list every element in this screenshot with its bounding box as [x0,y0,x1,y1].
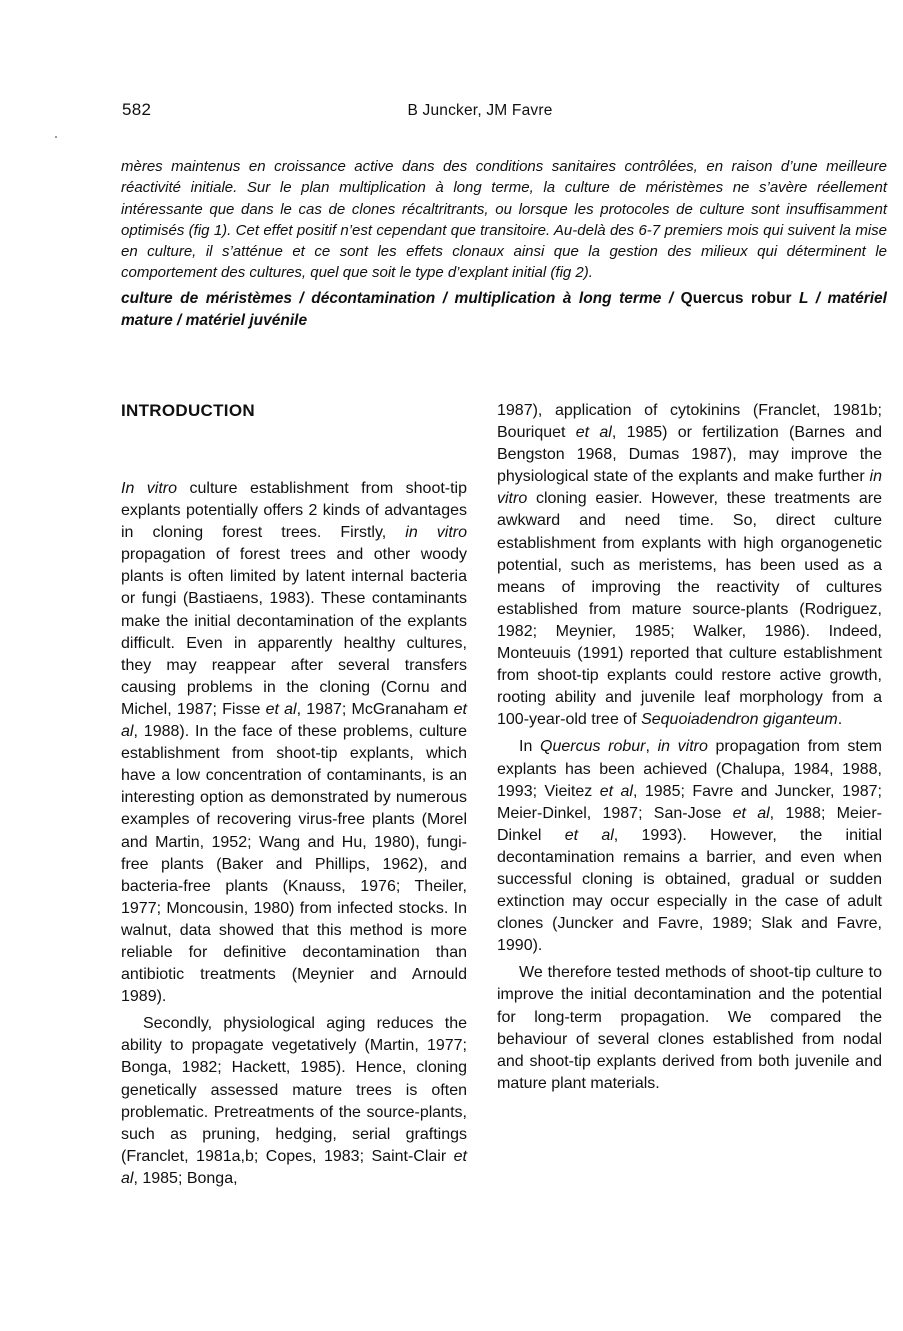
text-run: L / matériel mature / matériel juvénile [121,290,887,329]
text-run: mères maintenus en croissance active dans des conditions sanitaires contrôlées, en raison d’une meilleure réactivité initiale. Sur le plan multiplication à long terme, la culture de méristèmes ne s’avère réellement intéressante que dans le cas de clones récaltritrants, ou lorsque les protocoles de culture sont insuffisamment optimisés (fig 1). Cet effet positif n’est cependant que transitoire. Au-delà des 6-7 premiers mois qui suivent la mise en culture, il s’atténue et ce sont les effets clonaux ainsi que la gestion des milieux qui déterminent le comportement des cultures, quel que soit le type d’explant initial (fig 2). [121,158,887,282]
text-run: , 1987; McGranaham [296,700,454,718]
text-run: Quercus robur [540,738,646,756]
page-number: 582 [122,100,152,119]
keywords-line [121,288,887,331]
abstract-french-continuation [121,156,887,284]
text-run: in vitro [405,524,468,542]
text-run: , 1985; Bonga, [133,1169,238,1187]
text-run: In [519,738,540,756]
scan-artifact-dot [55,136,57,138]
text-run: propagation from stem explants has been achieved (Chalupa, 1984, 1988, 1993; Vieitez [497,738,883,800]
text-run: et al [121,700,467,741]
intro-paragraph-1 [121,478,467,1008]
text-run: , 1985; Favre and Juncker, 1987; Meier-Dinkel, 1987; San-Jose [497,782,882,822]
intro-paragraph-3 [497,736,882,957]
intro-paragraph-2-continuation [497,400,882,731]
text-run: et al [121,1147,467,1187]
text-run: , 1988). In the face of these problems, culture establishment from shoot-tip explants, which have a low concentration of contaminants, is an interesting option as demonstrated by numerous examples of recovering virus-free plants (Morel and Martin, 1952; Wang and Hu, 1980), fungi-free plants (Baker and Phillips, 1962), and bacteria-free plants (Knauss, 1976; Theiler, 1977; Moncousin, 1980) from infected stocks. In walnut, data showed that this method is more reliable for definitive decontamination than antibiotic treatments (Meynier and Arnould 1989). [121,723,467,1006]
text-run: et al [564,826,614,844]
text-run: 1987), application of cytokinins (Franclet, 1981b; Bouriquet [497,402,882,442]
text-run: , 1985) or fertilization (Barnes and Bengston 1968, Dumas 1987), may improve the physiological state of the explants and make further [497,424,882,486]
text-run: Sequoiadendron giganteum [641,711,838,729]
intro-paragraph-4 [497,962,882,1095]
text-run: in vitro [497,468,882,508]
text-run: We therefore tested methods of shoot-tip culture to improve the initial decontamination and the potential for long-term propagation. We compared the behaviour of several clones established from nodal and shoot-tip explants derived from both juvenile and mature plant materials. [497,964,882,1092]
left-column [121,400,467,1195]
text-run: Secondly, physiological aging reduces the ability to propagate vegetatively (Martin, 1977; Bonga, 1982; Hackett, 1985). Hence, cloning genetically assessed mature trees is often problematic. Pretreatments of the source-plants, such as pruning, hedging, serial graftings (Franclet, 1981a,b; Copes, 1983; Saint-Clair [121,1015,467,1165]
text-run: In vitro [121,480,178,497]
two-column-body [121,400,882,1195]
text-run: et al [575,424,612,442]
text-run: propagation of forest trees and other woody plants is often limited by latent internal bacteria or fungi (Bastiaens, 1983). These contaminants make the initial decontamination of the explants difficult. Even in apparently healthy cultures, they may reappear after several transfers causing problems in the cloning (Cornu and Michel, 1987; Fisse [121,546,467,718]
intro-paragraph-2 [121,1013,467,1190]
text-run: culture establishment from shoot-tip explants potentially offers 2 kinds of advantages in cloning forest trees. Firstly, [121,480,468,542]
text-run: , 1993). However, the initial decontamination remains a barrier, and even when successful cloning is obtained, gradual or sudden extinction may occur especially in the case of adult clones (Juncker and Favre, 1989; Slak and Favre, 1990). [497,826,883,955]
section-heading-introduction: INTRODUCTION [121,401,255,420]
right-column [497,400,882,1195]
text-run: , [645,738,658,756]
running-head-authors: B Juncker, JM Favre [407,102,553,119]
text-run: et al [265,700,297,718]
text-run: et al [732,804,770,822]
text-run: . [837,711,843,729]
text-run: , 1988; Meier-Dinkel [497,804,882,844]
text-run: et al [599,782,633,800]
text-run: in vitro [657,738,708,756]
text-run: Quercus robur [680,290,792,307]
text-run: culture de méristèmes / décontamination / multiplication à long terme / [121,290,681,307]
text-run: cloning easier. However, these treatments are awkward and need time. So, direct culture establishment from explants with high organogenetic potential, such as meristems, has been used as a means of improving the reactivity of cultures established from mature source-plants (Rodriguez, 1982; Meynier, 1985; Walker, 1986). Indeed, Monteuuis (1991) reported that culture establishment from shoot-tip explants could restore active growth, rooting ability and juvenile leaf morphology from a 100-year-old tree of [497,490,882,729]
